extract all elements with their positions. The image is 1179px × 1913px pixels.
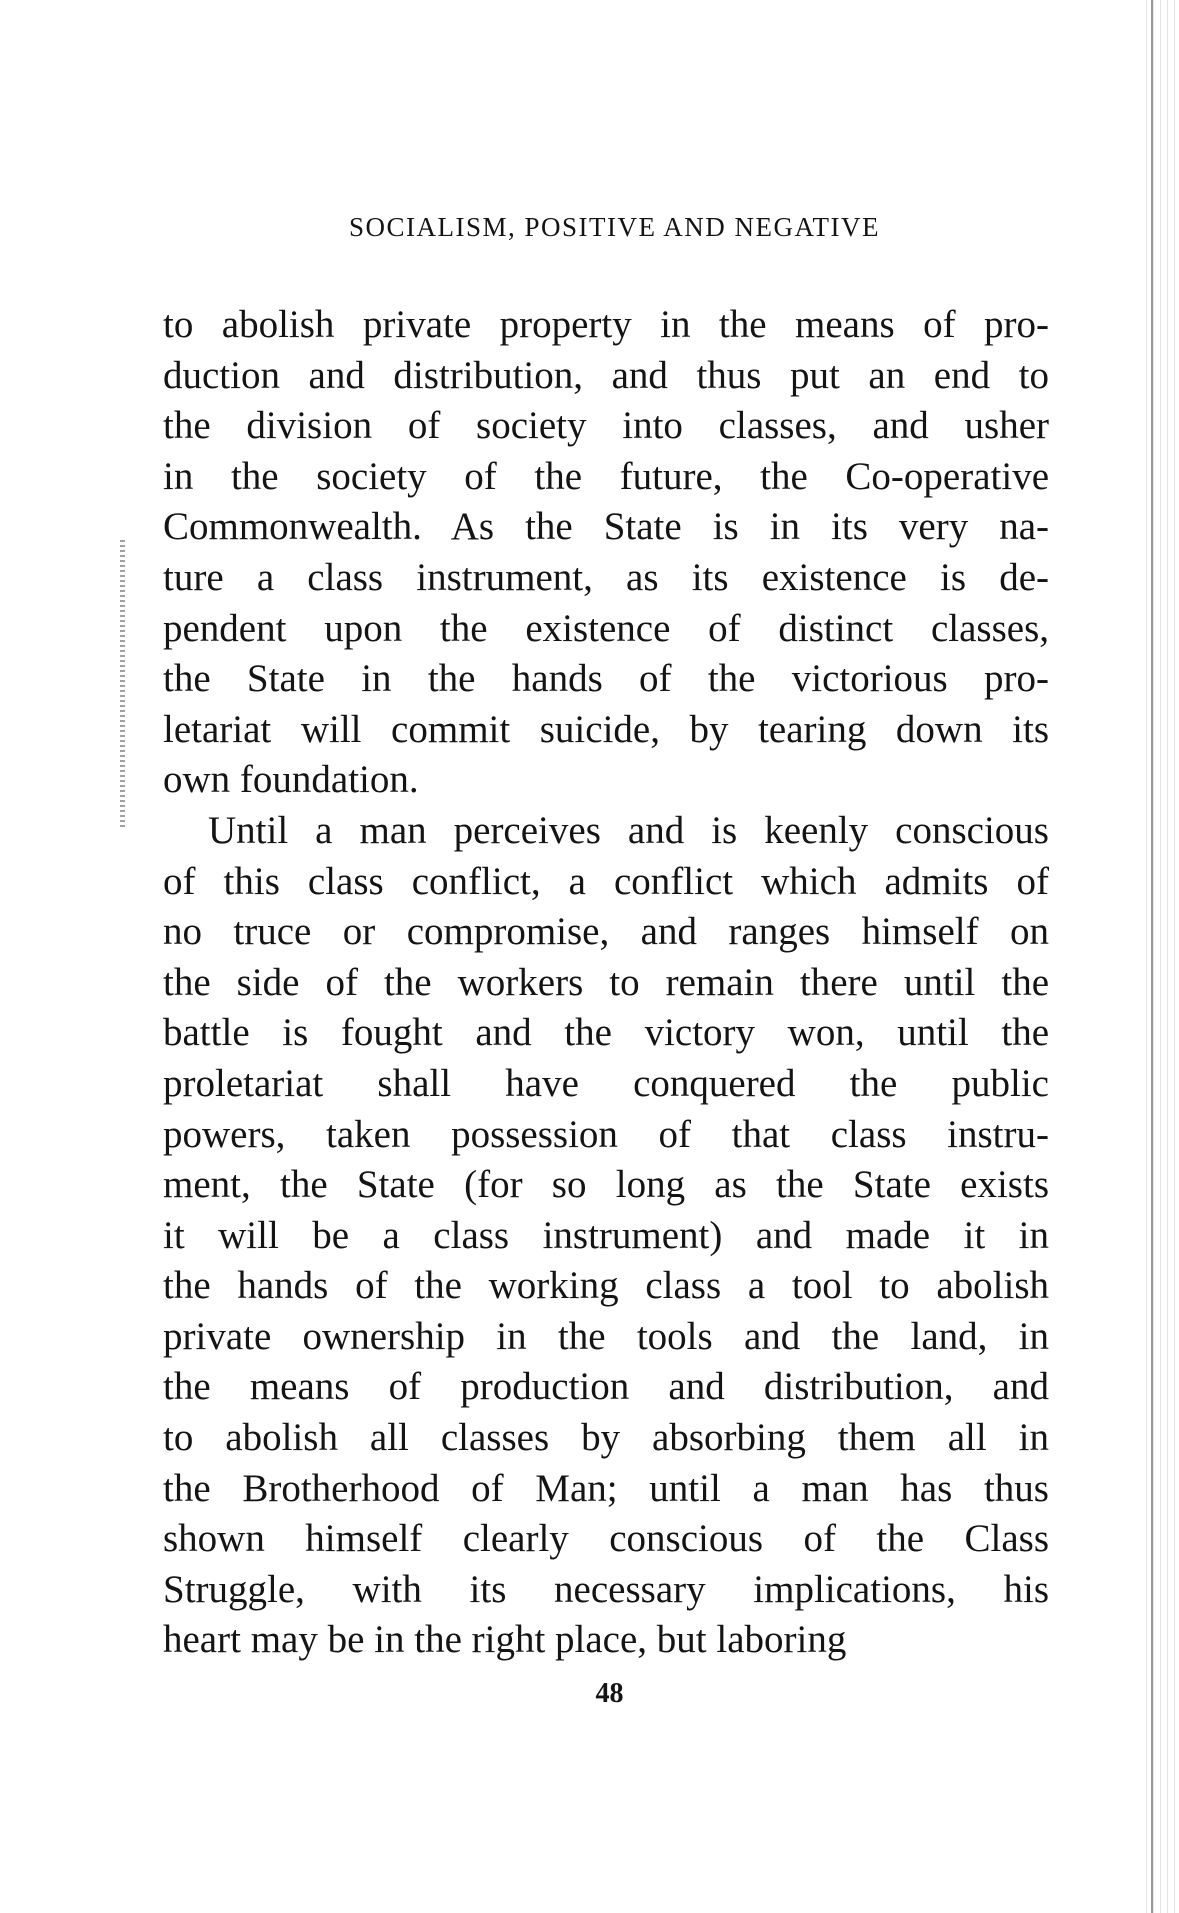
text-line: in the society of the future, the Co-operative [163,454,1049,498]
text-line: the Brotherhood of Man; until a man has thus [163,1466,1049,1510]
text-line: Commonwealth. As the State is in its very na- [163,505,1049,549]
text-line: of this class conflict, a conflict which admits of [163,859,1049,903]
text-line: the means of production and distribution, and [163,1365,1049,1409]
paragraph [163,300,1049,806]
text-line: letariat will commit suicide, by tearing down its [163,707,1049,751]
running-header: SOCIALISM, POSITIVE AND NEGATIVE [349,212,880,242]
text-line: ture a class instrument, as its existence is de- [163,555,1049,599]
text-line: the side of the workers to remain there until the [163,960,1049,1004]
text-line: the division of society into classes, and usher [163,404,1049,448]
text-line: shown himself clearly conscious of the Class [163,1517,1049,1561]
text-line: the State in the hands of the victorious pro- [163,657,1049,701]
text-line: private ownership in the tools and the land, in [163,1314,1049,1358]
text-line: the hands of the working class a tool to abolish [163,1264,1049,1308]
text-line: heart may be in the right place, but laboring [163,1618,847,1662]
page-edge-scan-artifact [1143,0,1179,1913]
text-line: no truce or compromise, and ranges himself on [163,910,1049,954]
text-line: Struggle, with its necessary implications, his [163,1567,1049,1611]
text-line: own foundation. [163,758,419,802]
text-line: ment, the State (for so long as the State exists [163,1163,1049,1207]
text-line: to abolish private property in the means of pro- [163,303,1049,346]
page-number: 48 [595,1678,624,1709]
margin-scan-mark [120,540,125,830]
text-line: proletariat shall have conquered the public [163,1061,1049,1105]
text-line: Until a man perceives and is keenly conscious [208,808,1049,852]
text-line: it will be a class instrument) and made it in [163,1213,1049,1257]
text-line: duction and distribution, and thus put an end to [163,353,1049,397]
text-line: battle is fought and the victory won, until the [163,1011,1049,1055]
text-line: pendent upon the existence of distinct classes, [163,606,1049,650]
text-line: to abolish all classes by absorbing them all in [163,1416,1049,1460]
page-body [163,300,1049,1666]
paragraph [163,806,1049,1666]
page-edge-line [1151,0,1153,1913]
text-line: powers, taken possession of that class instru- [163,1112,1049,1156]
